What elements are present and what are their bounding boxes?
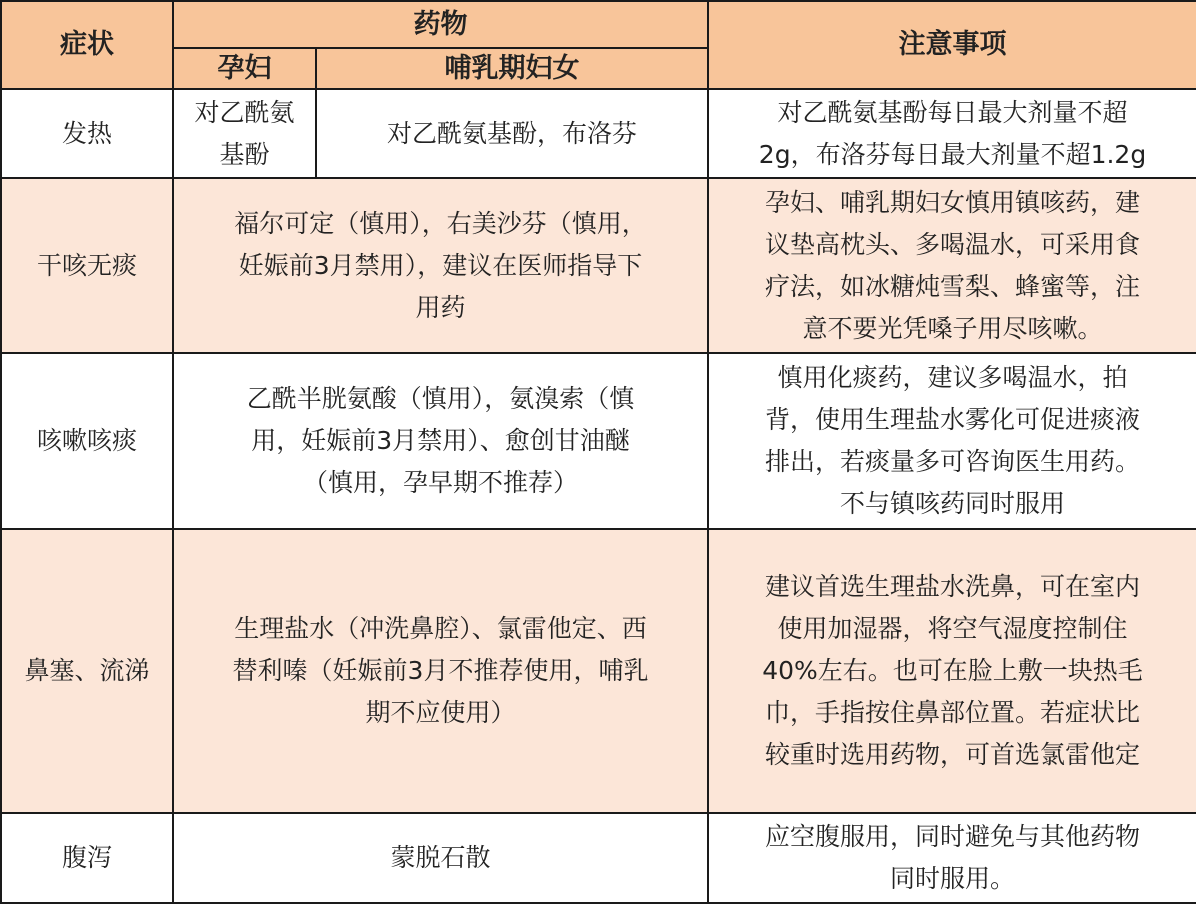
cell-text-line: 排出，若痰量多可咨询医生用药。 — [764, 447, 1140, 476]
header-notes: 注意事项 — [708, 1, 1196, 89]
header-symptom: 症状 — [1, 1, 173, 89]
symptom-cell: 鼻塞、流涕 — [1, 529, 173, 813]
notes-cell — [708, 353, 1196, 529]
table-row — [1, 813, 1196, 903]
header-lactating: 哺乳期妇女 — [316, 48, 708, 89]
cell-text-line: 意不要光凭嗓子用尽咳嗽。 — [802, 313, 1103, 343]
header-pregnant: 孕妇 — [173, 48, 316, 89]
cell-text-line: 同时服用。 — [889, 864, 1015, 893]
cell-text-line: 用药 — [415, 292, 466, 322]
cell-text-line: 期不应使用） — [365, 698, 516, 727]
table-row — [1, 353, 1196, 529]
cell-text-line: 慎用化痰药，建议多喝温水，拍 — [777, 363, 1128, 392]
cell-text-line: 生理盐水（冲洗鼻腔）、氯雷他定、西 — [234, 614, 647, 643]
symptom-cell: 干咳无痰 — [1, 178, 173, 353]
notes-cell — [708, 529, 1196, 813]
cell-text-line: 对乙酰氨基酚，布洛芬 — [386, 118, 637, 148]
cell-text-line: 蒙脱石散 — [390, 843, 491, 872]
cell-text-line: 妊娠前3月禁用），建议在医师指导下 — [238, 250, 643, 280]
cell-text-line: 疗法，如冰糖炖雪梨、蜂蜜等，注 — [764, 271, 1140, 301]
header-drugs: 药物 — [173, 1, 708, 48]
cell-text-line: 对乙酰氨 — [194, 97, 295, 127]
drugs-cell — [173, 353, 708, 529]
cell-text-line: 使用加湿器，将空气湿度控制住 — [777, 614, 1128, 643]
symptom-cell: 腹泻 — [1, 813, 173, 903]
notes-cell — [708, 89, 1196, 178]
notes-cell — [708, 178, 1196, 353]
cell-text-line: 福尔可定（慎用），右美沙芬（慎用， — [234, 208, 647, 238]
lactating-cell — [316, 89, 708, 178]
symptom-cell: 发热 — [1, 89, 173, 178]
cell-text-line: 应空腹服用，同时避免与其他药物 — [764, 822, 1140, 851]
cell-text-line: 不与镇咳药同时服用 — [839, 489, 1065, 518]
cell-text-line: 对乙酰氨基酚每日最大剂量不超 — [777, 97, 1128, 127]
table-row — [1, 89, 1196, 178]
cell-text-line: （慎用，孕早期不推荐） — [302, 468, 578, 497]
cell-text-line: 用，妊娠前3月禁用）、愈创甘油醚 — [251, 426, 630, 455]
table-row — [1, 178, 1196, 353]
cell-text-line: 巾，手指按住鼻部位置。若症状比 — [764, 698, 1140, 727]
cell-text-line: 建议首选生理盐水洗鼻，可在室内 — [764, 572, 1140, 601]
cell-text-line: 乙酰半胱氨酸（慎用），氨溴索（慎 — [246, 384, 635, 413]
drugs-cell — [173, 178, 708, 353]
pregnant-cell — [173, 89, 316, 178]
cell-text-line: 2g，布洛芬每日最大剂量不超1.2g — [758, 139, 1147, 169]
table-row — [1, 529, 1196, 813]
drugs-cell — [173, 813, 708, 903]
notes-cell — [708, 813, 1196, 903]
cell-text-line: 40%左右。也可在脸上敷一块热毛 — [762, 656, 1143, 685]
cell-text-line: 替利嗪（妊娠前3月不推荐使用，哺乳 — [232, 656, 649, 685]
drugs-cell — [173, 529, 708, 813]
cell-text-line: 较重时选用药物，可首选氯雷他定 — [764, 740, 1140, 769]
cell-text-line: 孕妇、哺乳期妇女慎用镇咳药，建 — [764, 187, 1140, 217]
symptom-cell: 咳嗽咳痰 — [1, 353, 173, 529]
cell-text-line: 基酚 — [219, 139, 270, 169]
cell-text-line: 议垫高枕头、多喝温水，可采用食 — [764, 229, 1140, 259]
cell-text-line: 背，使用生理盐水雾化可促进痰液 — [764, 405, 1140, 434]
